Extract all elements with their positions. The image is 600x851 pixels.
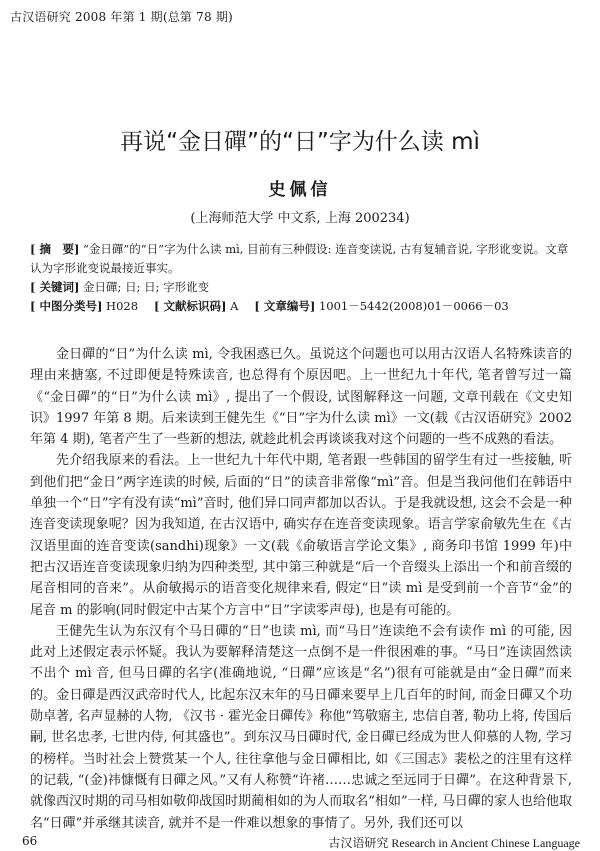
author-name: 史佩信 xyxy=(268,180,332,200)
clc-value: H028 xyxy=(106,299,139,313)
paragraph-2: 先介绍我原来的看法。上一世纪九十年代中期, 笔者跟一些韩国的留学生有过一些接触, 听到他们把“金日”两字连读的时候, 后面的“日”的读音非常像“mì”音。但是当我问他们在韩语中单独一个“日”字有没有读“mì”音时, 他们异口同声都加以否认。于是我就设想, 这会不会是一种连音变读现象呢？因为我知道, 在古汉语中, 确实存在连音变读现象。语言学家俞敏先生在《古汉语里面的连音变读(sandhi)现象》一文(载《俞敏语言学论文集》, 商务印书馆 1999 年)中把古汉语连音变读现象归纳为四种类型, 其中第三种就是“后一个音缀头上添出一个和前音缀的尾音相同的音来”。从俞敏揭示的语音变化规律来看, 假定“日”读 mì 是受到前一个音节“金”的尾音 m 的影响(同时假定中古某个方言中“日”字读零声母), 也是有可能的。 xyxy=(30,453,572,618)
classification-codes xyxy=(30,297,572,316)
page-number: 66 xyxy=(22,834,38,848)
doc-code-label: [ 文献标识码] xyxy=(154,299,227,313)
paragraph-1: 金日磾的“日”为什么读 mì, 令我困惑已久。虽说这个问题也可以用古汉语人名特殊读音的理由来搪塞, 不过即便是特殊读音, 也总得有个原因吧。上一世纪九十年代, 笔者曾写过一篇《“金日磾”的“日”为什么读 mì》, 提出了一个假设, 试图解释这一问题, 文章刊载在《文史知识》1997 年第 8 期。后来读到王健先生《“日”字为什么读 mì》一文(载《古汉语研究》2002 年第 4 期), 笔者产生了一些新的想法, 就趁此机会再谈谈我对这个问题的一些不成熟的看法。 xyxy=(30,347,572,448)
clc-label: [ 中图分类号] xyxy=(30,299,103,313)
abstract xyxy=(30,240,572,278)
keywords xyxy=(30,278,572,297)
page-footer xyxy=(22,834,580,851)
article-title: 再说“金日磾”的“日”字为什么读 mì xyxy=(120,129,480,156)
article-number-label: [ 文章编号] xyxy=(254,299,316,313)
abstract-label: [ 摘 要] xyxy=(30,242,80,256)
author-affiliation: (上海师范大学 中文系, 上海 200234) xyxy=(190,211,410,226)
article-body xyxy=(30,344,572,834)
keywords-label: [ 关键词] xyxy=(30,280,80,294)
paragraph-3: 王健先生认为东汉有个马日磾的“日”也读 mì, 而“马日”连读绝不会有读作 mì 的可能, 因此对上述假定表示怀疑。我认为要解释清楚这一点倒不是一件很困难的事。“马日”连读固然读不出个 mì 音, 但马日磾的名字(准确地说, “日磾”应该是“名”)很有可能就是由“金日磾”而来的。金日磾是西汉武帝时代人, 比起东汉末年的马日磾来要早上几百年的时间, 而金日磾又个功勋卓著, 名声显赫的人物, 《汉书 · 霍光金日磾传》称他“笃敬寤主, 忠信自著, 勒功上将, 传国后嗣, 世名忠孝, 七世内侍, 何其盛也”。到东汉马日磾时代, 金日磾已经成为世人仰慕的人物, 学习的榜样。当时社会上赞赏某一个人, 往往拿他与金日磾相比, 如《三国志》裴松之的注里有这样的记载, “(金)祎慷慨有日磾之风。”又有人称赞“许褚……忠诚之至远同于日磾”。在这种背景下, 就像西汉时期的司马相如敬仰战国时期蔺相如的为人而取名“相如”一样, 马日磾的家人也给他取名“日磾”并承继其读音, 就并不是一件难以想象的事情了。另外, 我们还可以 xyxy=(30,623,572,831)
article-number-value: 1001－5442(2008)01－0066－03 xyxy=(318,299,509,313)
footer-journal xyxy=(328,834,580,851)
keywords-text: 金日磾; 日; 日; 字形讹变 xyxy=(83,280,210,294)
doc-code-value: A xyxy=(230,299,239,313)
journal-header: 古汉语研究 2008 年第 1 期(总第 78 期) xyxy=(10,10,233,24)
footer-journal-cn: 古汉语研究 xyxy=(328,836,389,850)
article-meta xyxy=(30,240,572,316)
footer-journal-en: Research in Ancient Chinese Language xyxy=(391,836,580,850)
abstract-text: “金日磾”的“日”字为什么读 mì, 目前有三种假设: 连音变读说, 古有复辅音说, 字形讹变说。文章认为字形讹变说最接近事实。 xyxy=(30,242,569,275)
